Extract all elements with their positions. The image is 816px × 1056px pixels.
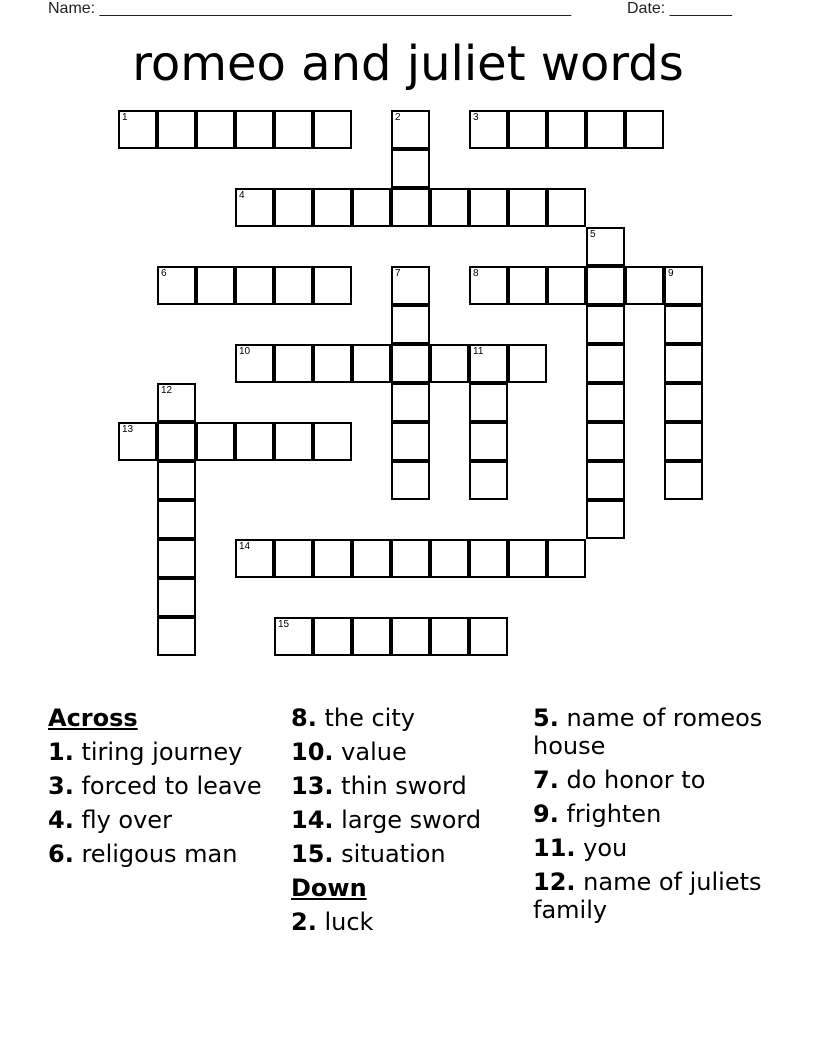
clue-number: 1 <box>122 112 128 123</box>
grid-cell[interactable] <box>274 539 313 578</box>
grid-cell[interactable] <box>274 188 313 227</box>
grid-cell[interactable] <box>508 188 547 227</box>
grid-cell[interactable] <box>157 110 196 149</box>
grid-cell[interactable] <box>664 383 703 422</box>
date-label: Date: <box>627 0 666 17</box>
grid-cell[interactable] <box>469 617 508 656</box>
grid-cell[interactable] <box>313 188 352 227</box>
grid-cell[interactable] <box>118 422 157 461</box>
grid-cell[interactable] <box>196 110 235 149</box>
grid-cell[interactable] <box>586 305 625 344</box>
grid-cell[interactable] <box>391 422 430 461</box>
grid-cell[interactable] <box>235 266 274 305</box>
grid-cell[interactable] <box>430 539 469 578</box>
grid-cell[interactable] <box>586 500 625 539</box>
clue-number: 13 <box>122 424 134 435</box>
grid-cell[interactable] <box>313 266 352 305</box>
grid-cell[interactable] <box>469 461 508 500</box>
grid-cell[interactable] <box>508 266 547 305</box>
down-heading: Down <box>291 874 367 902</box>
grid-cell[interactable] <box>391 305 430 344</box>
grid-cell[interactable] <box>664 422 703 461</box>
clue-down-2: 2. luck <box>291 908 374 936</box>
grid-cell[interactable] <box>157 266 196 305</box>
grid-cell[interactable] <box>313 539 352 578</box>
clue-number: 5 <box>590 229 596 240</box>
grid-cell[interactable] <box>469 539 508 578</box>
grid-cell[interactable] <box>469 344 508 383</box>
clue-column-2 <box>291 704 529 942</box>
grid-cell[interactable] <box>352 617 391 656</box>
clue-down-5: 5. name of romeos house <box>533 704 763 760</box>
grid-cell[interactable] <box>391 539 430 578</box>
grid-cell[interactable] <box>157 617 196 656</box>
grid-cell[interactable] <box>391 188 430 227</box>
grid-cell[interactable] <box>313 617 352 656</box>
grid-cell[interactable] <box>586 266 625 305</box>
clue-across-1: 1. tiring journey <box>48 738 243 766</box>
grid-cell[interactable] <box>664 461 703 500</box>
grid-cell[interactable] <box>664 344 703 383</box>
grid-cell[interactable] <box>469 422 508 461</box>
grid-cell[interactable] <box>235 422 274 461</box>
clue-number: 8 <box>473 268 479 279</box>
clue-down-9: 9. frighten <box>533 800 662 828</box>
grid-cell[interactable] <box>391 461 430 500</box>
grid-cell[interactable] <box>508 344 547 383</box>
grid-cell[interactable] <box>157 539 196 578</box>
grid-cell[interactable] <box>274 422 313 461</box>
grid-cell[interactable] <box>586 422 625 461</box>
grid-cell[interactable] <box>469 188 508 227</box>
grid-cell[interactable] <box>547 110 586 149</box>
grid-cell[interactable] <box>352 188 391 227</box>
clue-across-6: 6. religous man <box>48 840 238 868</box>
grid-cell[interactable] <box>157 422 196 461</box>
grid-cell[interactable] <box>391 149 430 188</box>
grid-cell[interactable] <box>586 383 625 422</box>
clue-across-13: 13. thin sword <box>291 772 467 800</box>
page-title: romeo and juliet words <box>132 36 684 92</box>
grid-cell[interactable] <box>547 539 586 578</box>
grid-cell[interactable] <box>352 539 391 578</box>
grid-cell[interactable] <box>547 188 586 227</box>
clue-number: 4 <box>239 190 245 201</box>
grid-cell[interactable] <box>469 383 508 422</box>
grid-cell[interactable] <box>274 344 313 383</box>
grid-cell[interactable] <box>235 344 274 383</box>
grid-cell[interactable] <box>391 617 430 656</box>
grid-cell[interactable] <box>196 266 235 305</box>
clue-down-7: 7. do honor to <box>533 766 706 794</box>
clue-column-3 <box>533 704 771 930</box>
grid-cell[interactable] <box>430 344 469 383</box>
clue-across-3: 3. forced to leave <box>48 772 262 800</box>
clue-number: 14 <box>239 541 251 552</box>
grid-cell[interactable] <box>391 110 430 149</box>
grid-cell[interactable] <box>235 539 274 578</box>
grid-cell[interactable] <box>313 422 352 461</box>
grid-cell[interactable] <box>586 344 625 383</box>
grid-cell[interactable] <box>664 305 703 344</box>
clue-number: 10 <box>239 346 251 357</box>
grid-cell[interactable] <box>274 617 313 656</box>
clue-column-1 <box>48 704 286 874</box>
grid-cell[interactable] <box>157 578 196 617</box>
grid-cell[interactable] <box>313 344 352 383</box>
grid-cell[interactable] <box>274 266 313 305</box>
grid-cell[interactable] <box>469 110 508 149</box>
grid-cell[interactable] <box>391 266 430 305</box>
clue-number: 6 <box>161 268 167 279</box>
grid-cell[interactable] <box>586 227 625 266</box>
grid-cell[interactable] <box>508 539 547 578</box>
grid-cell[interactable] <box>313 110 352 149</box>
clue-across-10: 10. value <box>291 738 407 766</box>
grid-cell[interactable] <box>196 422 235 461</box>
grid-cell[interactable] <box>391 344 430 383</box>
grid-cell[interactable] <box>586 110 625 149</box>
grid-cell[interactable] <box>469 266 508 305</box>
grid-cell[interactable] <box>352 344 391 383</box>
grid-cell[interactable] <box>235 188 274 227</box>
grid-cell[interactable] <box>391 383 430 422</box>
clue-down-11: 11. you <box>533 834 628 862</box>
grid-cell[interactable] <box>157 383 196 422</box>
clue-number: 2 <box>395 112 401 123</box>
grid-cell[interactable] <box>547 266 586 305</box>
grid-cell[interactable] <box>625 110 664 149</box>
name-label: Name: <box>48 0 96 17</box>
grid-cell[interactable] <box>664 266 703 305</box>
grid-cell[interactable] <box>625 266 664 305</box>
clue-number: 7 <box>395 268 401 279</box>
clue-across-4: 4. fly over <box>48 806 172 834</box>
clue-number: 9 <box>668 268 674 279</box>
grid-cell[interactable] <box>508 110 547 149</box>
grid-cell[interactable] <box>430 188 469 227</box>
clue-number: 11 <box>473 346 484 357</box>
clue-down-12: 12. name of juliets family <box>533 868 762 924</box>
grid-cell[interactable] <box>157 461 196 500</box>
clue-across-15: 15. situation <box>291 840 446 868</box>
grid-cell[interactable] <box>157 500 196 539</box>
date-line: _______ <box>669 0 732 17</box>
grid-cell[interactable] <box>274 110 313 149</box>
grid-cell[interactable] <box>118 110 157 149</box>
clue-number: 3 <box>473 112 479 123</box>
clue-number: 15 <box>278 619 290 630</box>
name-line: _____________________________________________________ <box>99 0 572 17</box>
clue-across-14: 14. large sword <box>291 806 482 834</box>
across-heading: Across <box>48 704 138 732</box>
grid-cell[interactable] <box>235 110 274 149</box>
grid-cell[interactable] <box>430 617 469 656</box>
clue-number: 12 <box>161 385 173 396</box>
grid-cell[interactable] <box>586 461 625 500</box>
clue-across-8: 8. the city <box>291 704 415 732</box>
